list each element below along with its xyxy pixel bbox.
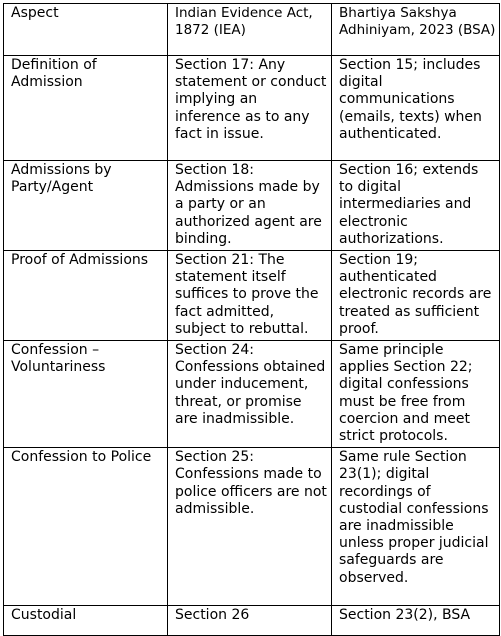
header-cell-bsa [332,4,500,56]
bsa-text: Section 19; authenticated electronic records are treated as sufficient proof. [339,252,492,337]
aspect-cell [4,341,168,448]
iea-cell [168,56,332,161]
bsa-cell [332,448,500,606]
bsa-cell [332,251,500,341]
iea-text: Section 24: Confessions obtained under inducement, threat, or promise are inadmissible. [175,342,326,427]
bsa-text: Section 16; extends to digital intermediaries and electronic authorizations. [339,162,479,247]
iea-text: Section 21: The statement itself suffices to prove the fact admitted, subject to rebuttal. [175,252,319,337]
iea-cell [168,161,332,251]
table-row [4,448,500,606]
table-header-row [4,4,500,56]
bsa-text: Section 15; includes digital communications (emails, texts) when authenticated. [339,57,482,142]
header-cell-aspect [4,4,168,56]
iea-text: Section 17: Any statement or conduct implying an inference as to any fact in issue. [175,57,327,142]
bsa-text: Same rule Section 23(1); digital recordings of custodial confessions are inadmissible unless proper judicial safeguards are observed. [339,449,489,586]
bsa-text: Section 23(2), BSA [339,607,471,624]
table-row [4,606,500,636]
table-row [4,161,500,251]
iea-cell [168,341,332,448]
table-row [4,341,500,448]
aspect-cell [4,161,168,251]
iea-cell [168,448,332,606]
iea-text: Section 18: Admissions made by a party or an authorized agent are binding. [175,162,322,247]
iea-cell [168,606,332,636]
aspect-text: Confession – Voluntariness [11,342,106,376]
bsa-cell [332,56,500,161]
bsa-text: Same principle applies Section 22; digital confessions must be free from coercion and meet strict protocols. [339,342,473,445]
iea-text: Section 26 [175,607,250,624]
aspect-text: Admissions by Party/Agent [11,162,112,196]
iea-text: Section 25: Confessions made to police officers are not admissible. [175,449,327,517]
bsa-cell [332,606,500,636]
bsa-cell [332,161,500,251]
aspect-cell [4,251,168,341]
header-bsa-text: Bhartiya Sakshya Adhiniyam, 2023 (BSA) [339,5,496,39]
table-row [4,56,500,161]
aspect-text: Definition of Admission [11,57,97,91]
header-aspect-text: Aspect [11,5,59,21]
aspect-text: Proof of Admissions [11,252,149,269]
header-iea-text: Indian Evidence Act, 1872 (IEA) [175,5,313,39]
header-cell-iea [168,4,332,56]
aspect-text: Custodial [11,607,77,624]
comparison-table [3,3,500,636]
aspect-cell [4,56,168,161]
aspect-cell [4,448,168,606]
table-row [4,251,500,341]
aspect-text: Confession to Police [11,449,152,466]
aspect-cell [4,606,168,636]
bsa-cell [332,341,500,448]
iea-cell [168,251,332,341]
